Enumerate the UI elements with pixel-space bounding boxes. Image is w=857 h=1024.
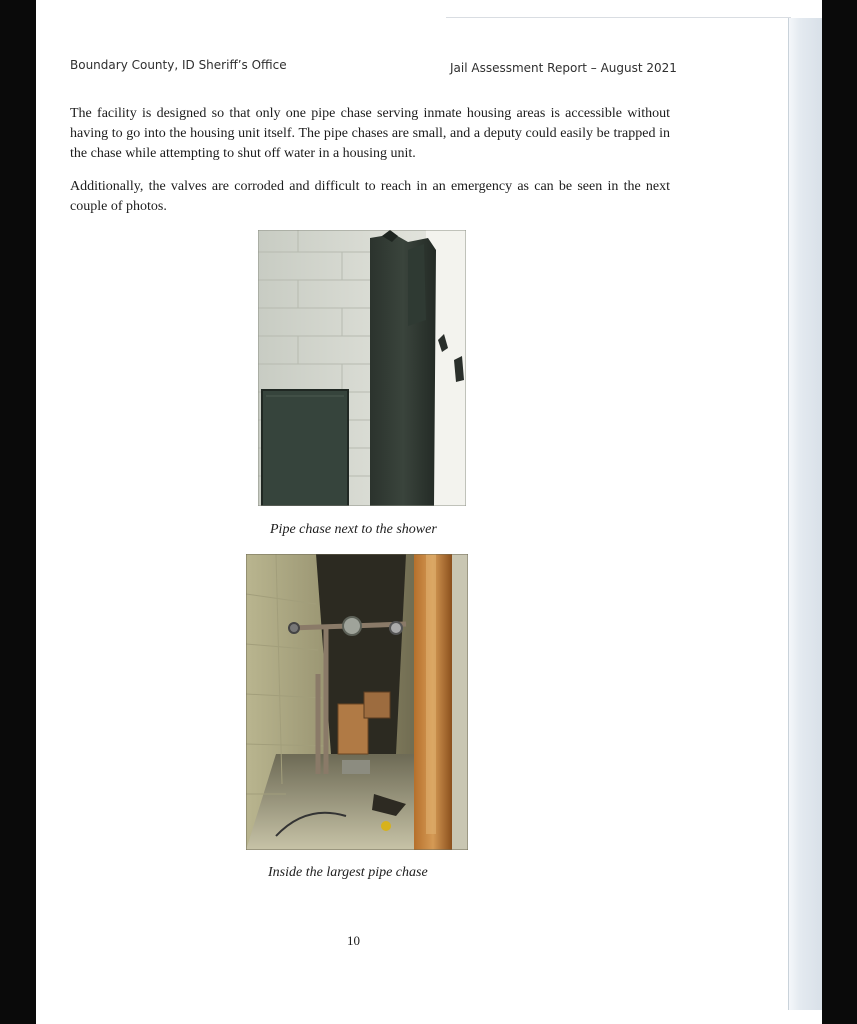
header-report-title: Jail Assessment Report – August 2021 bbox=[450, 61, 677, 75]
page-number: 10 bbox=[347, 933, 360, 948]
scanned-page-edge bbox=[788, 18, 822, 1010]
photo-largest-pipe-chase bbox=[246, 554, 468, 850]
figure-caption-1: Pipe chase next to the shower bbox=[270, 522, 437, 537]
paragraph-corroded-valves: Additionally, the valves are corroded and difficult to reach in an emergency as can be seen in the next couple of photos. bbox=[70, 179, 670, 214]
scan-artifact-line bbox=[446, 17, 791, 18]
document-page bbox=[36, 0, 822, 1024]
figure-caption-2: Inside the largest pipe chase bbox=[268, 865, 428, 880]
paragraph-pipe-chase-access: The facility is designed so that only one pipe chase serving inmate housing areas is accessible without having to go into the housing unit itself. The pipe chases are small, and a deputy could easily be trapped in the chase while attempting to shut off water in a housing unit. bbox=[70, 106, 670, 161]
photo-pipe-chase-shower bbox=[258, 230, 466, 506]
header-organization: Boundary County, ID Sheriff’s Office bbox=[70, 58, 287, 72]
